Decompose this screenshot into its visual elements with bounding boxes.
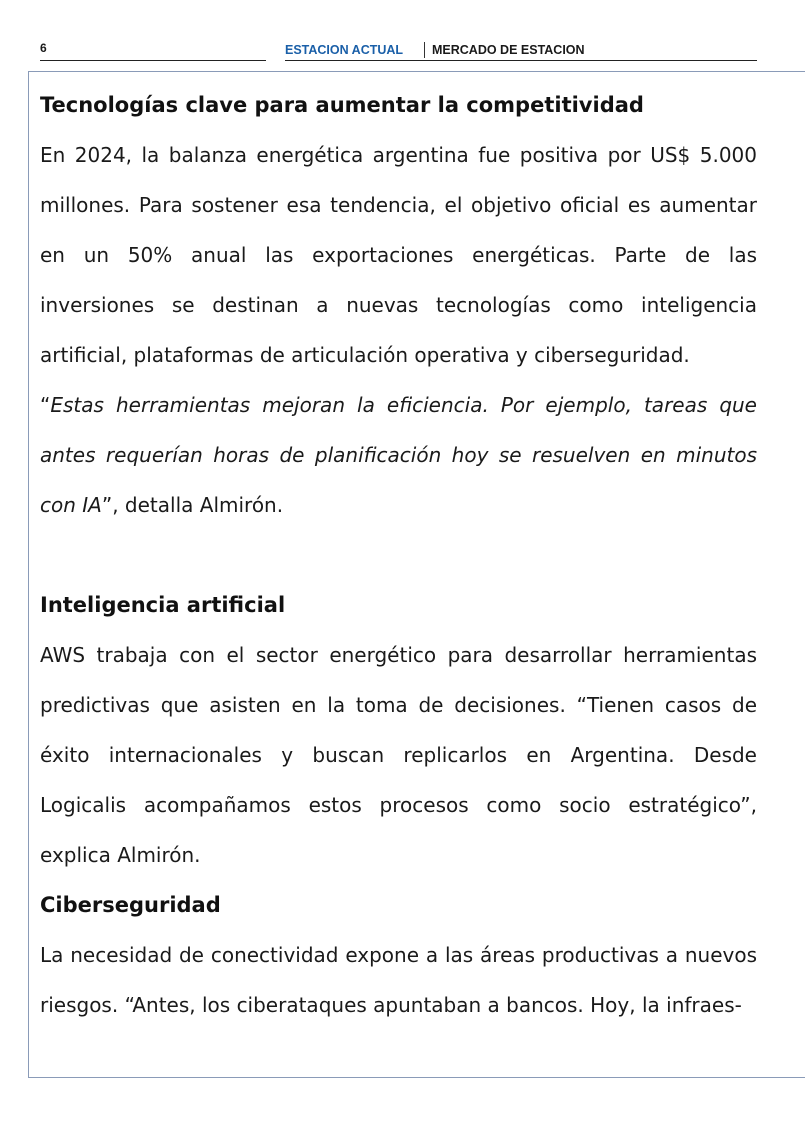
frame-bottom-border: [28, 1077, 805, 1078]
quote-open-mark: “: [40, 393, 51, 417]
quote-text: Estas herramientas mejoran la eficiencia. Por ejemplo, tareas que antes requerían horas de planificación hoy se resuelven en minutos con IA: [40, 393, 757, 517]
quote-attribution: ”, detalla Almirón.: [101, 493, 284, 517]
section-label: ESTACION ACTUAL: [285, 43, 404, 57]
paragraph-quote: [40, 380, 757, 530]
article-body: [40, 80, 757, 1030]
section-spacer: [40, 530, 757, 580]
header-rule-left: [40, 60, 266, 61]
heading-competitividad: Tecnologías clave para aumentar la competitividad: [40, 93, 644, 117]
heading-ciberseguridad: Ciberseguridad: [40, 893, 221, 917]
frame-top-border: [28, 71, 805, 72]
paragraph-conectividad: La necesidad de conectividad expone a las áreas productivas a nuevos riesgos. “Antes, los ciberataques apuntaban a bancos. Hoy, la infraes-: [40, 943, 757, 1017]
frame-left-border: [28, 71, 29, 1077]
heading-inteligencia-artificial: Inteligencia artificial: [40, 593, 286, 617]
paragraph-aws: AWS trabaja con el sector energético para desarrollar herramientas predictivas que asisten en la toma de decisiones. “Tienen casos de éxito internacionales y buscan replicarlos en Argentina. Desde Logicalis acompañamos estos procesos como socio estratégico”, explica Almirón.: [40, 643, 757, 867]
subsection-label: MERCADO DE ESTACION: [432, 43, 585, 57]
page-header: [40, 40, 757, 62]
header-separator: [424, 42, 425, 58]
page-number: 6: [40, 41, 47, 55]
header-rule-right: [285, 60, 757, 61]
paragraph-balanza: En 2024, la balanza energética argentina fue positiva por US$ 5.000 millones. Para sostener esa tendencia, el objetivo oficial es aumentar en un 50% anual las exportaciones energéticas. Parte de las inversiones se destinan a nuevas tecnologías como inteligencia artificial, plataformas de articulación operativa y ciberseguridad.: [40, 143, 757, 367]
